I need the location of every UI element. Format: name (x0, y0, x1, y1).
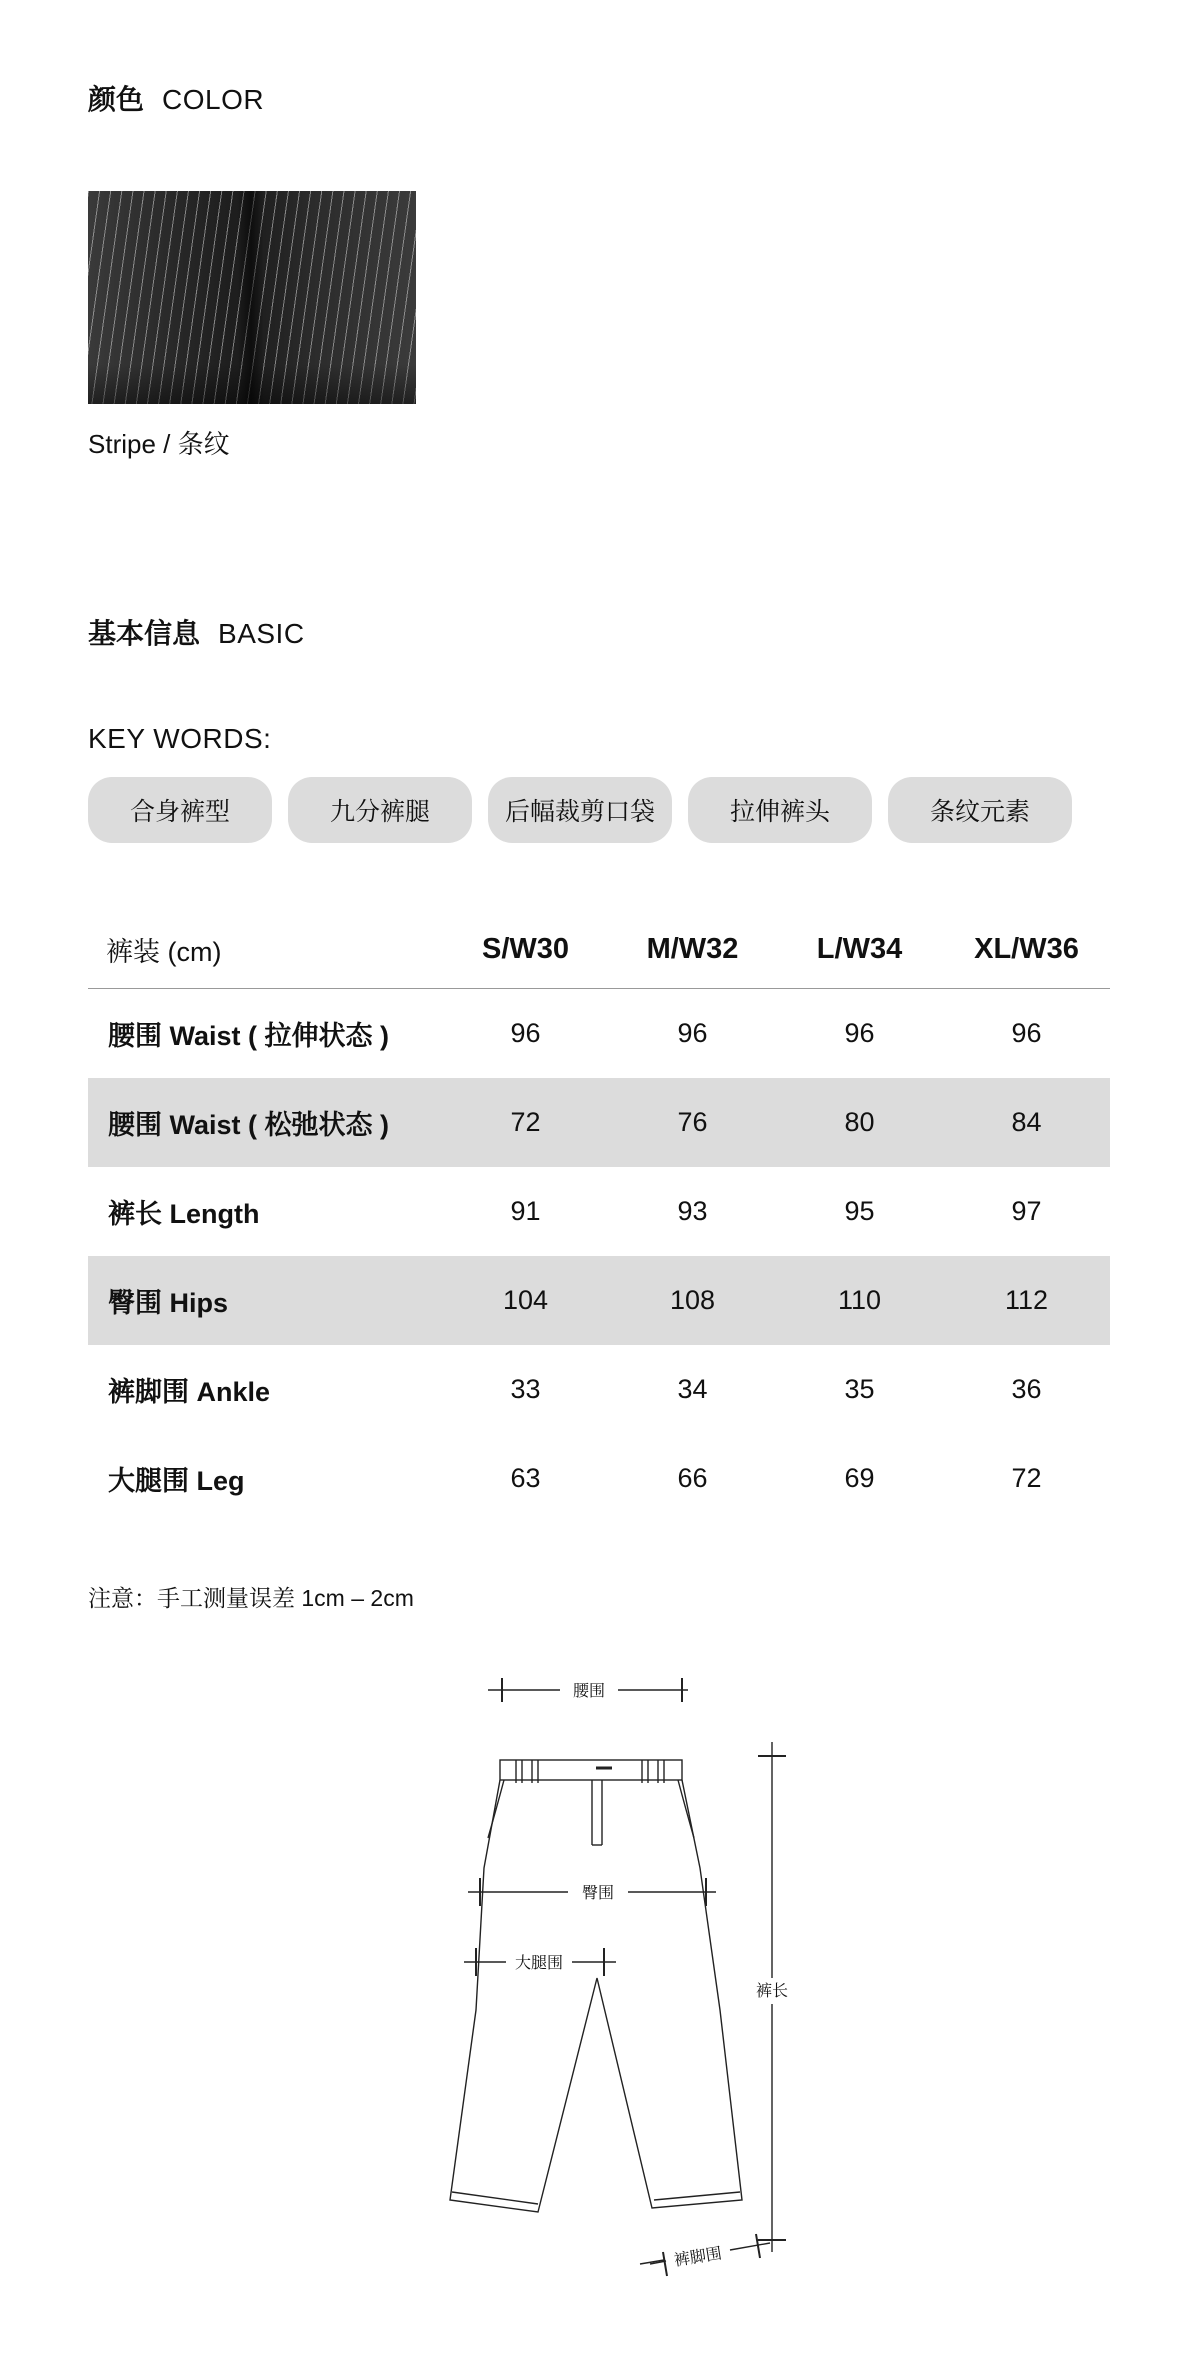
cell-value: 95 (844, 1196, 875, 1226)
keywords-title: KEY WORDS: (88, 723, 272, 754)
header-size-l: L/W34 (776, 910, 943, 989)
basic-section-heading (88, 612, 305, 652)
cell-value: 110 (776, 1256, 943, 1345)
hips-label: 臀围 (581, 1883, 615, 1902)
header-size-m: M/W32 (609, 910, 776, 989)
stripe-fabric-swatch[interactable] (88, 191, 416, 404)
basic-title-cn: 基本信息 (88, 618, 201, 649)
cell-value: 36 (1011, 1374, 1042, 1404)
cell-value: 72 (442, 1078, 609, 1167)
cell-value: 96 (510, 1018, 541, 1048)
cell-value: 108 (609, 1256, 776, 1345)
table-row (88, 1256, 1110, 1345)
swatch-label: Stripe / 条纹 (88, 429, 230, 459)
cell-value: 112 (943, 1256, 1110, 1345)
table-row (88, 1434, 1110, 1523)
measurement-note: 注意：手工测量误差 1cm – 2cm (88, 1585, 414, 1611)
cell-value: 80 (776, 1078, 943, 1167)
ankle-label: 裤脚围 (672, 2243, 724, 2270)
cell-value: 93 (677, 1196, 708, 1226)
waistband (500, 1760, 682, 1780)
cell-value: 34 (677, 1374, 708, 1404)
cell-value: 63 (510, 1463, 541, 1493)
waist-label: 腰围 (572, 1681, 606, 1700)
row-label: 腰围 Waist ( 松弛状态 ) (88, 1078, 442, 1167)
cell-value: 96 (677, 1018, 708, 1048)
row-label: 裤长 Length (108, 1199, 260, 1229)
table-row (88, 989, 1110, 1079)
color-section-heading (88, 78, 264, 118)
header-size-s: S/W30 (442, 910, 609, 989)
row-label: 腰围 Waist ( 拉伸状态 ) (108, 1021, 389, 1051)
trousers-measurement-diagram (420, 1660, 820, 2280)
thigh-label: 大腿围 (514, 1953, 564, 1972)
cell-value: 96 (844, 1018, 875, 1048)
table-row (88, 1167, 1110, 1256)
cell-value: 66 (677, 1463, 708, 1493)
table-row (88, 1078, 1110, 1167)
keyword-tag: 拉伸裤头 (688, 777, 872, 843)
table-row (88, 1345, 1110, 1434)
row-label: 裤脚围 Ankle (108, 1377, 271, 1407)
keyword-tag: 后幅裁剪口袋 (488, 777, 672, 843)
length-label: 裤长 (755, 1981, 789, 2000)
keyword-tag: 条纹元素 (888, 777, 1072, 843)
cell-value: 76 (609, 1078, 776, 1167)
table-header-row (88, 910, 1110, 989)
cell-value: 33 (510, 1374, 541, 1404)
size-table (88, 910, 1110, 1523)
cell-value: 96 (1011, 1018, 1042, 1048)
color-title-en: COLOR (162, 84, 265, 115)
header-size-xl: XL/W36 (943, 910, 1110, 989)
row-label: 大腿围 Leg (108, 1466, 245, 1496)
cell-value: 72 (1011, 1463, 1042, 1493)
header-unit: 裤装 (cm) (88, 910, 442, 989)
color-title-cn: 颜色 (88, 84, 145, 115)
keyword-tag: 九分裤腿 (288, 777, 472, 843)
row-label: 臀围 Hips (88, 1256, 442, 1345)
keyword-tag: 合身裤型 (88, 777, 272, 843)
cell-value: 69 (844, 1463, 875, 1493)
cell-value: 84 (943, 1078, 1110, 1167)
cell-value: 104 (442, 1256, 609, 1345)
cell-value: 97 (1011, 1196, 1042, 1226)
basic-title-en: BASIC (218, 618, 305, 649)
keyword-tags (88, 777, 1072, 843)
cell-value: 91 (510, 1196, 541, 1226)
cell-value: 35 (844, 1374, 875, 1404)
